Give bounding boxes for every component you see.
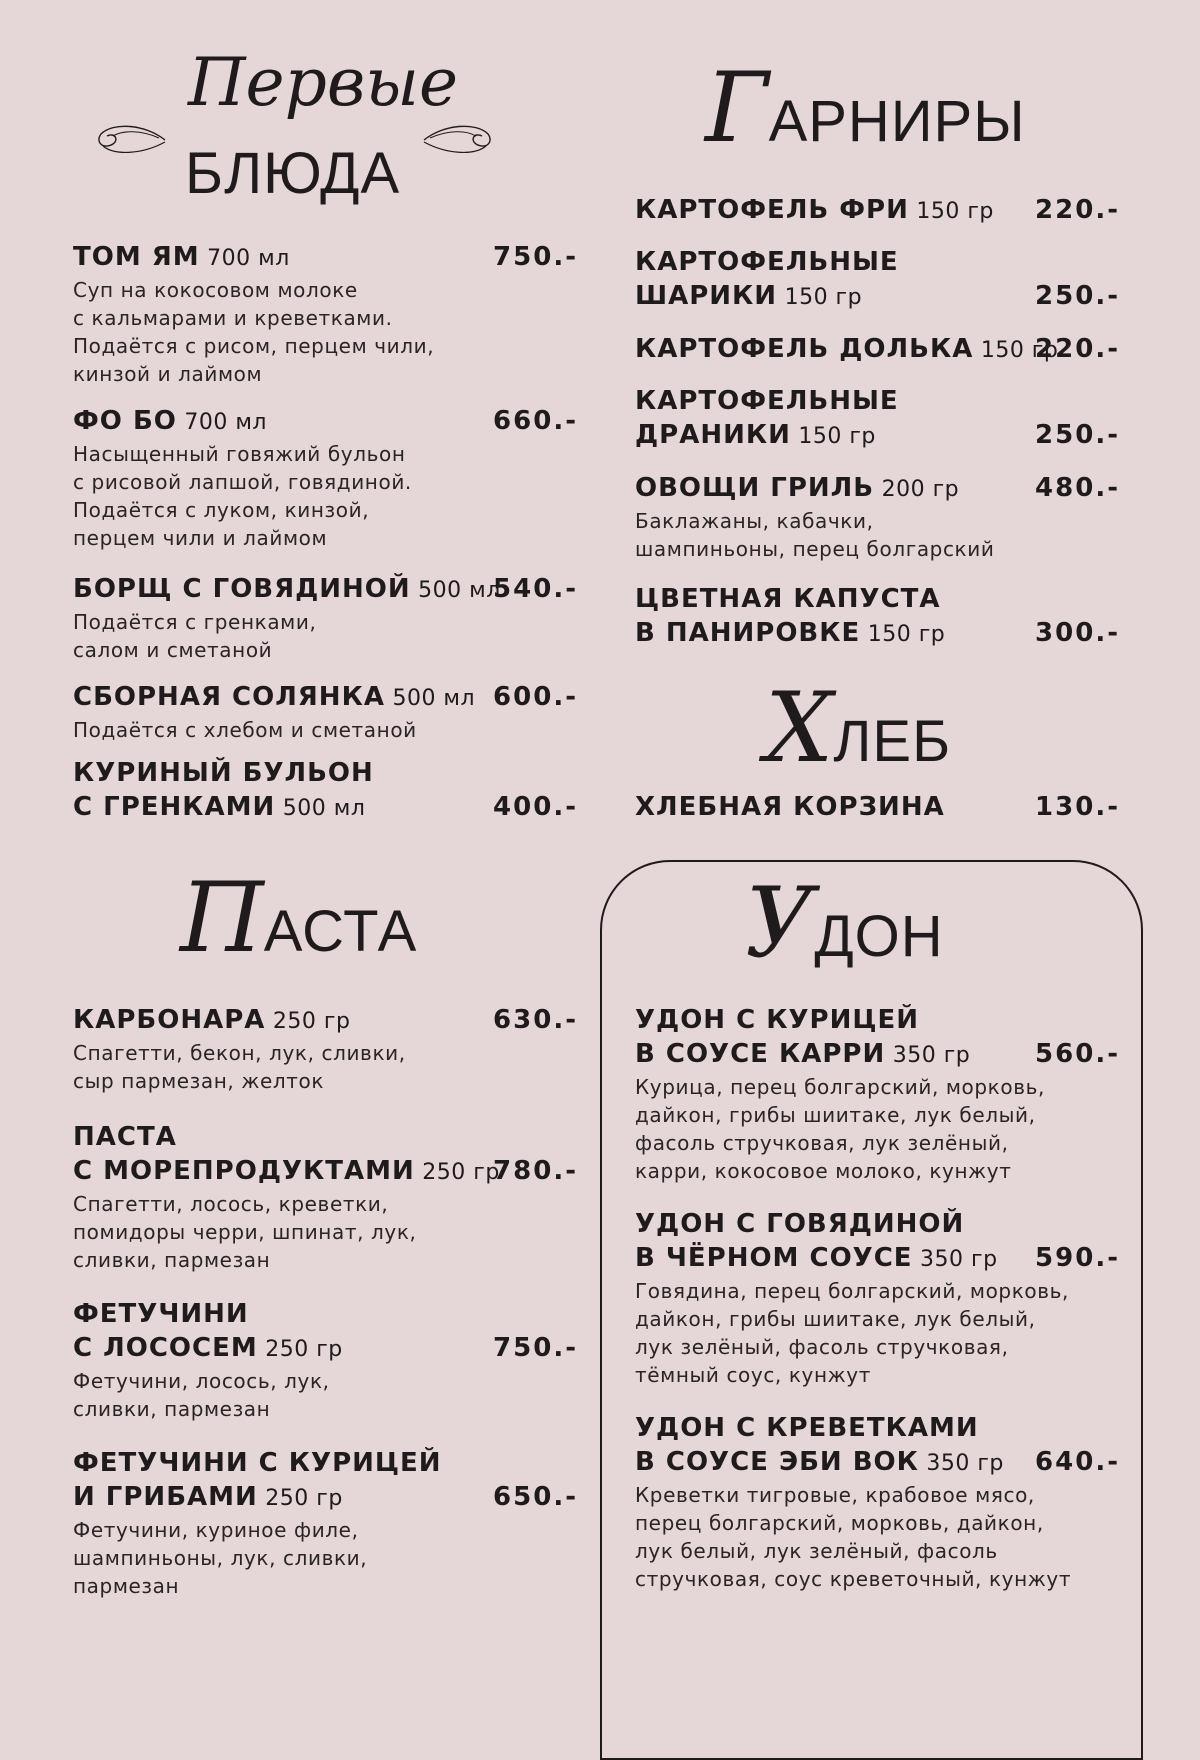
item-description: Спагетти, лосось, креветки, помидоры черри, шпинат, лук, сливки, пармезан xyxy=(73,1192,417,1272)
item-price: 220.- xyxy=(1035,195,1120,225)
item-price: 630.- xyxy=(493,1005,578,1035)
pasta-menu-item xyxy=(73,1120,578,1274)
item-name-line1: ХЛЕБНАЯ КОРЗИНА xyxy=(635,792,945,822)
item-price: 250.- xyxy=(1035,420,1120,450)
item-name-line2: ДРАНИКИ xyxy=(635,420,791,450)
item-name xyxy=(635,1411,1120,1445)
item-volume: 250 гр xyxy=(257,1486,343,1511)
item-name-line1: УДОН С КУРИЦЕЙ xyxy=(635,1005,920,1035)
udon-title-rest: ДОН xyxy=(814,904,944,969)
pasta-title-rest: АСТА xyxy=(263,899,418,964)
item-volume: 500 мл xyxy=(384,686,476,711)
item-name-line2: С ГРЕНКАМИ xyxy=(73,792,276,822)
item-price: 300.- xyxy=(1035,618,1120,648)
item-name-line1: ПАСТА xyxy=(73,1122,177,1152)
item-price: 640.- xyxy=(1035,1447,1120,1477)
item-price: 600.- xyxy=(493,682,578,712)
bread-title-rest: ЛЕБ xyxy=(833,709,952,774)
item-price: 130.- xyxy=(1035,792,1120,822)
item-volume: 150 гр xyxy=(908,199,994,224)
item-name-line1: ТОМ ЯМ xyxy=(73,242,200,272)
item-volume: 500 мл xyxy=(275,796,366,821)
item-price: 660.- xyxy=(493,406,578,436)
udon-menu-item xyxy=(635,1207,1120,1389)
right-swirl-ornament xyxy=(422,118,494,160)
item-name-line1: КАРТОФЕЛЬ ФРИ xyxy=(635,195,909,225)
item-name-line1: КАРТОФЕЛЬ ДОЛЬКА xyxy=(635,334,974,364)
garnish-title xyxy=(705,52,1026,164)
item-name-line2: В ЧЁРНОМ СОУСЕ xyxy=(635,1243,913,1273)
garnish-menu-item xyxy=(635,245,1120,315)
item-price: 540.- xyxy=(493,574,578,604)
item-name xyxy=(73,1297,578,1331)
item-description: Баклажаны, кабачки, шампиньоны, перец болгарский xyxy=(635,509,995,561)
item-description: Насыщенный говяжий бульон с рисовой лапшой, говядиной. Подаётся с луком, кинзой, перцем чили и лаймом xyxy=(73,442,412,550)
item-volume: 250 гр xyxy=(265,1009,351,1034)
item-name-line1: УДОН С ГОВЯДИНОЙ xyxy=(635,1209,965,1239)
item-price: 250.- xyxy=(1035,281,1120,311)
item-description: Спагетти, бекон, лук, сливки, сыр пармезан, желток xyxy=(73,1041,406,1093)
item-volume: 700 мл xyxy=(199,246,290,271)
item-price: 480.- xyxy=(1035,473,1120,503)
soups-title: БЛЮДА xyxy=(185,141,401,206)
item-price: 750.- xyxy=(493,242,578,272)
pasta-menu-item xyxy=(73,1003,578,1095)
item-volume: 150 гр xyxy=(777,285,863,310)
item-name-line2: С МОРЕПРОДУКТАМИ xyxy=(73,1156,415,1186)
item-name-line2: В ПАНИРОВКЕ xyxy=(635,618,861,648)
bread-title-initial: Х xyxy=(765,672,834,784)
item-description: Суп на кокосовом молоке с кальмарами и креветками. Подаётся с рисом, перцем чили, кинзой и лаймом xyxy=(73,278,435,386)
item-volume: 150 гр xyxy=(860,622,946,647)
item-name-line1: КАРБОНАРА xyxy=(73,1005,266,1035)
item-price: 650.- xyxy=(493,1482,578,1512)
garnish-menu-item xyxy=(635,332,1120,368)
item-name-line1: ЦВЕТНАЯ КАПУСТА xyxy=(635,584,941,614)
item-volume: 350 гр xyxy=(918,1451,1004,1476)
item-name-line1: КУРИНЫЙ БУЛЬОН xyxy=(73,758,374,788)
item-name xyxy=(73,1446,578,1480)
item-name-line1: КАРТОФЕЛЬНЫЕ xyxy=(635,247,899,277)
item-name xyxy=(635,1207,1120,1241)
garnish-title-initial: Г xyxy=(705,52,769,164)
item-volume: 500 мл xyxy=(410,578,501,603)
udon-menu-item xyxy=(635,1411,1120,1593)
garnish-menu-item xyxy=(635,582,1120,652)
item-description: Говядина, перец болгарский, морковь, дайкон, грибы шиитаке, лук белый, лук зелёный, фасоль стручковая, тёмный соус, кунжут xyxy=(635,1279,1069,1387)
item-name-line2: В СОУСЕ ЭБИ ВОК xyxy=(635,1447,919,1477)
item-volume: 250 гр xyxy=(414,1160,500,1185)
soups-menu-item xyxy=(73,404,578,552)
item-name-line1: БОРЩ С ГОВЯДИНОЙ xyxy=(73,574,411,604)
item-description: Курица, перец болгарский, морковь, дайкон, грибы шиитаке, лук белый, фасоль стручковая, лук зелёный, карри, кокосовое молоко, кунжут xyxy=(635,1075,1045,1183)
item-description: Креветки тигровые, крабовое мясо, перец болгарский, морковь, дайкон, лук белый, лук зелёный, фасоль стручковая, соус креветочный, кунжут xyxy=(635,1483,1072,1591)
item-name-line2: ШАРИКИ xyxy=(635,281,778,311)
item-description: Фетучини, куриное филе, шампиньоны, лук, сливки, пармезан xyxy=(73,1518,368,1598)
item-volume: 700 мл xyxy=(176,410,267,435)
item-price: 780.- xyxy=(493,1156,578,1186)
item-volume: 150 гр xyxy=(790,424,876,449)
left-swirl-ornament xyxy=(95,118,167,160)
garnish-menu-item xyxy=(635,471,1120,563)
pasta-menu-item xyxy=(73,1446,578,1600)
item-name-line1: ФО БО xyxy=(73,406,177,436)
item-volume: 150 гр xyxy=(973,338,1059,363)
soups-title-script: Первые xyxy=(188,44,459,121)
item-name xyxy=(635,582,1120,616)
udon-title-initial: У xyxy=(745,867,815,979)
item-price: 560.- xyxy=(1035,1039,1120,1069)
item-name-line2: С ЛОСОСЕМ xyxy=(73,1333,258,1363)
item-name xyxy=(635,1003,1120,1037)
item-name-line1: ОВОЩИ ГРИЛЬ xyxy=(635,473,875,503)
garnish-menu-item xyxy=(635,193,1120,229)
item-description: Подаётся с хлебом и сметаной xyxy=(73,718,417,742)
item-volume: 200 гр xyxy=(874,477,960,502)
item-name xyxy=(635,245,1120,279)
soups-menu-item xyxy=(73,756,578,826)
garnish-title-rest: АРНИРЫ xyxy=(768,89,1026,154)
soups-menu-item xyxy=(73,240,578,388)
item-price: 590.- xyxy=(1035,1243,1120,1273)
item-volume: 350 гр xyxy=(912,1247,998,1272)
item-name xyxy=(73,1120,578,1154)
item-name-line1: КАРТОФЕЛЬНЫЕ xyxy=(635,386,899,416)
item-name-line1: УДОН С КРЕВЕТКАМИ xyxy=(635,1413,979,1443)
pasta-title xyxy=(180,862,418,974)
item-price: 400.- xyxy=(493,792,578,822)
item-name xyxy=(635,384,1120,418)
item-name xyxy=(73,756,578,790)
item-volume: 250 гр xyxy=(257,1337,343,1362)
bread-title xyxy=(765,672,952,784)
udon-menu-item xyxy=(635,1003,1120,1185)
item-description: Фетучини, лосось, лук, сливки, пармезан xyxy=(73,1369,330,1421)
item-price: 750.- xyxy=(493,1333,578,1363)
pasta-title-initial: П xyxy=(180,862,264,974)
garnish-menu-item xyxy=(635,384,1120,454)
item-name-line1: ФЕТУЧИНИ xyxy=(73,1299,249,1329)
item-name-line1: СБОРНАЯ СОЛЯНКА xyxy=(73,682,385,712)
soups-menu-item xyxy=(73,572,578,664)
udon-title xyxy=(745,867,944,979)
item-price: 220.- xyxy=(1035,334,1120,364)
item-description: Подаётся с гренками, салом и сметаной xyxy=(73,610,317,662)
item-name-line1: ФЕТУЧИНИ С КУРИЦЕЙ xyxy=(73,1448,442,1478)
item-volume: 350 гр xyxy=(885,1043,971,1068)
item-name-line2: И ГРИБАМИ xyxy=(73,1482,258,1512)
soups-menu-item xyxy=(73,680,578,744)
item-name-line2: В СОУСЕ КАРРИ xyxy=(635,1039,886,1069)
pasta-menu-item xyxy=(73,1297,578,1423)
bread-menu-item xyxy=(635,790,1120,824)
